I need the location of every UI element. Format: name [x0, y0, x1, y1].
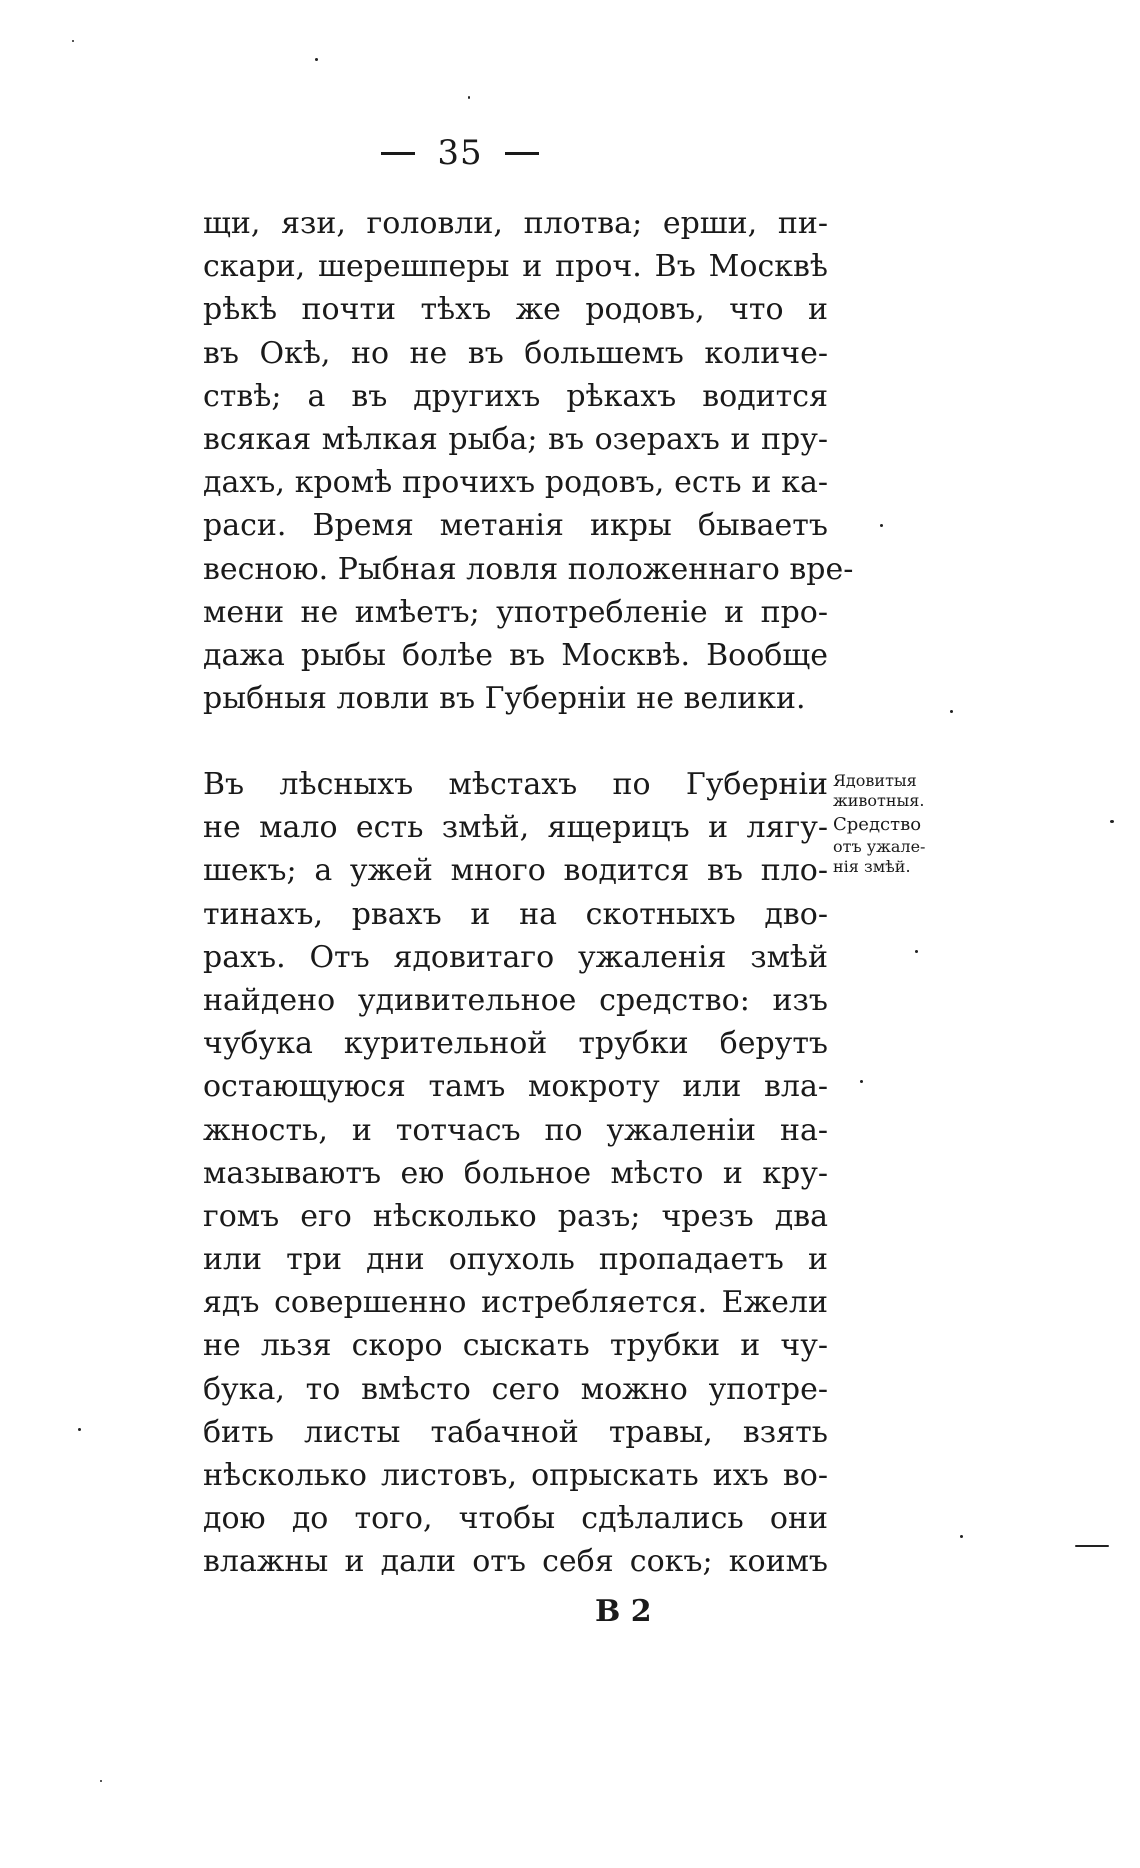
text-line: жность, и тотчасъ по ужаленіи на-: [203, 1112, 828, 1148]
scan-speck: [1110, 820, 1114, 823]
text-line: остающуюся тамъ мокроту или вла-: [203, 1069, 828, 1105]
text-line: бить листы табачной травы, взять: [203, 1414, 828, 1450]
scan-speck: [915, 950, 918, 953]
text-line: рѣкѣ почти тѣхъ же родовъ, что и: [203, 292, 828, 328]
margin-note-line: Средство: [833, 814, 922, 835]
text-line: рыбныя ловли въ Губерніи не велики.: [203, 681, 806, 717]
text-line: дою до того, чтобы сдѣлались они: [203, 1501, 828, 1537]
text-line: мени не имѣетъ; употребленіе и про-: [203, 594, 828, 630]
text-line: нѣсколько листовъ, опрыскать ихъ во-: [203, 1458, 828, 1493]
paragraph-fish: [203, 202, 854, 720]
paragraph-snakes: [203, 763, 828, 1584]
scan-speck: [1075, 1545, 1109, 1547]
text-line: всякая мѣлкая рыба; въ озерахъ и пру-: [203, 421, 828, 457]
text-line: или три дни опухоль пропадаетъ и: [203, 1242, 828, 1278]
text-line: влажны и дали отъ себя сокъ; коимъ: [203, 1544, 828, 1580]
scan-speck: [960, 1535, 963, 1538]
page-number: 35: [437, 133, 483, 173]
header-dash-right: [505, 152, 539, 155]
text-line: не мало есть змѣй, ящерицъ и лягу-: [203, 810, 828, 846]
scan-speck: [72, 40, 74, 42]
text-line: рахъ. Отъ ядовитаго ужаленія змѣй: [203, 939, 828, 975]
scan-speck: [100, 1780, 102, 1782]
text-line: дажа рыбы болѣе въ Москвѣ. Вообще: [203, 637, 828, 673]
text-line: щи, язи, головли, плотва; ерши, пи-: [203, 206, 828, 241]
scan-speck: [78, 1428, 81, 1431]
text-line: весною. Рыбная ловля положеннаго вре-: [203, 551, 854, 587]
text-line: тинахъ, рвахъ и на скотныхъ дво-: [203, 896, 828, 932]
text-line: въ Окѣ, но не въ большемъ количе-: [203, 335, 828, 371]
text-line: ядъ совершенно истребляется. Ежели: [203, 1285, 828, 1321]
text-line: гомъ его нѣсколько разъ; чрезъ два: [203, 1198, 828, 1234]
margin-note-line: отъ ужале-: [833, 837, 926, 856]
margin-note-line: нія змѣй.: [833, 857, 911, 876]
text-line: скари, шерешперы и проч. Въ Москвѣ: [203, 249, 828, 285]
text-line: шекъ; а ужей много водится въ пло-: [203, 853, 828, 889]
scan-speck: [860, 1080, 863, 1083]
text-line: дахъ, кромѣ прочихъ родовъ, есть и ка-: [203, 465, 828, 501]
scan-speck: [950, 710, 953, 713]
text-line: чубука курительной трубки берутъ: [203, 1026, 828, 1062]
text-line: найдено удивительное средство: изъ: [203, 982, 828, 1018]
scan-speck: [315, 58, 318, 61]
margin-note-line: животныя.: [833, 791, 925, 810]
margin-note: [833, 771, 983, 877]
text-line: бука, то вмѣсто сего можно употре-: [203, 1371, 828, 1407]
signature-mark: В 2: [595, 1594, 652, 1629]
page-header: [345, 128, 575, 178]
text-line: раси. Время метанія икры бываетъ: [203, 508, 828, 544]
scan-speck: [880, 524, 883, 527]
text-line: мазываютъ ею больное мѣсто и кру-: [203, 1155, 828, 1191]
text-line: не льзя скоро сыскать трубки и чу-: [203, 1328, 828, 1364]
header-dash-left: [381, 152, 415, 155]
margin-note-line: Ядовитыя: [833, 771, 917, 790]
text-line: ствѣ; а въ другихъ рѣкахъ водится: [203, 378, 828, 414]
text-line: Въ лѣсныхъ мѣстахъ по Губерніи: [203, 767, 828, 802]
scan-speck: [468, 96, 470, 99]
